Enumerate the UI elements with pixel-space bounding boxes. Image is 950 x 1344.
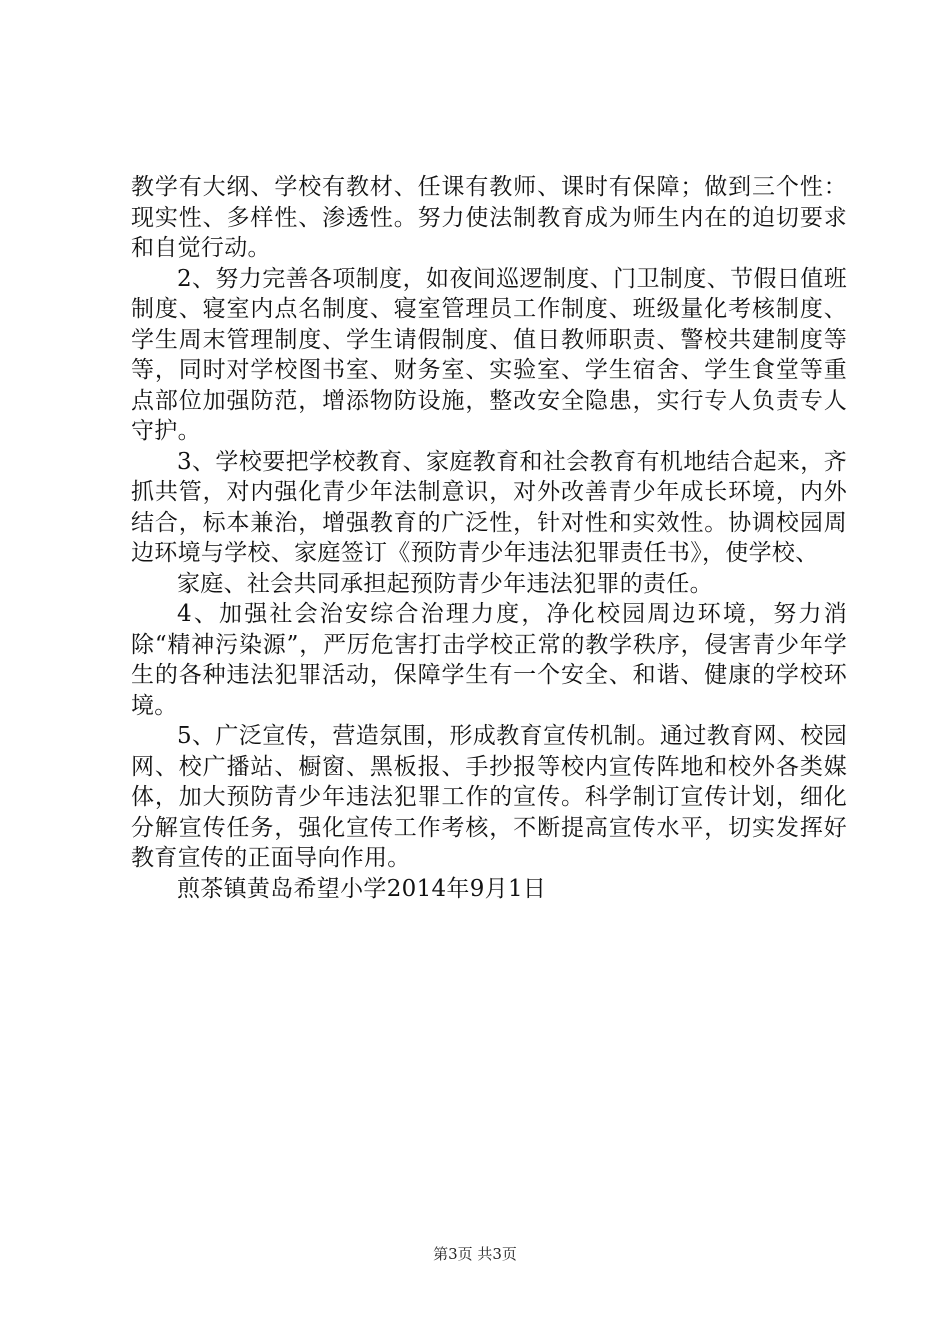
paragraph-continuation: 教学有大纲、学校有教材、任课有教师、课时有保障；做到三个性：现实性、多样性、渗透性。努力使法制教育成为师生内在的迫切要求和自觉行动。 [131,174,847,261]
document-body [131,172,847,904]
paragraph-item-4: 4、加强社会治安综合治理力度，净化校园周边环境，努力消除“精神污染源”，严厉危害打击学校正常的教学秩序，侵害青少年学生的各种违法犯罪活动，保障学生有一个安全、和谐、健康的学校环境。 [131,601,847,719]
page-number-footer: 第3页 共3页 [433,1245,517,1263]
paragraph-item-3: 3、学校要把学校教育、家庭教育和社会教育有机地结合起来，齐抓共管，对内强化青少年法制意识，对外改善青少年成长环境，内外结合，标本兼治，增强教育的广泛性，针对性和实效性。协调校园周边环境与学校、家庭签订《预防青少年违法犯罪责任书》，使学校、 [131,448,847,566]
paragraph-item-5: 5、广泛宣传，营造氛围，形成教育宣传机制。通过教育网、校园网、校广播站、橱窗、黑板报、手抄报等校内宣传阵地和校外各类媒体，加大预防青少年违法犯罪工作的宣传。科学制订宣传计划，细化分解宣传任务，强化宣传工作考核，不断提高宣传水平，切实发挥好教育宣传的正面导向作用。 [131,723,847,871]
paragraph-item-2: 2、努力完善各项制度，如夜间巡逻制度、门卫制度、节假日值班制度、寝室内点名制度、寝室管理员工作制度、班级量化考核制度、学生周末管理制度、学生请假制度、值日教师职责、警校共建制度等等，同时对学校图书室、财务室、实验室、学生宿舍、学生食堂等重点部位加强防范，增添物防设施，整改安全隐患，实行专人负责专人守护。 [131,265,847,444]
signature-date-line: 煎茶镇黄岛希望小学2014年9月1日 [177,875,547,902]
paragraph-item-3-continuation: 家庭、社会共同承担起预防青少年违法犯罪的责任。 [177,570,713,597]
